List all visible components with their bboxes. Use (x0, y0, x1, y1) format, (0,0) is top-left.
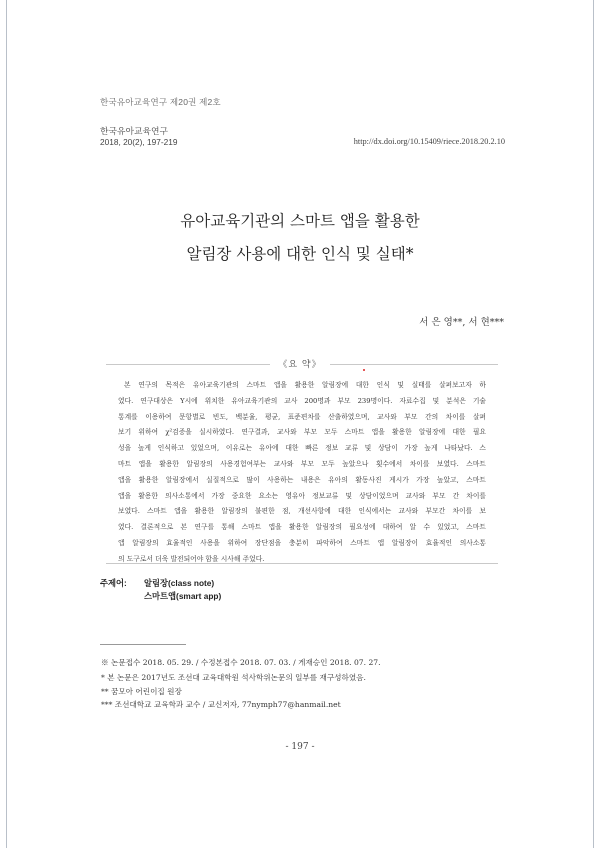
page-border-left (6, 0, 7, 848)
abstract-line: 였다. 결론적으로 본 연구를 통해 스마트 앱을 활용한 알림장의 필요성에 대하여 알 수 있었고, 스마트 (118, 523, 486, 532)
abstract-line: 였다. 연구대상은 Y시에 위치한 유아교육기관의 교사 200명과 부모 239명이다. 자료수집 및 분석은 기술 (118, 396, 486, 405)
abstract-heading (0, 357, 600, 370)
footnote-author-2: *** 조선대학교 교육학과 교수 / 교신저자, 77nymph77@hanmail.net (101, 700, 341, 709)
abstract-body (118, 378, 486, 568)
abstract-line: 앱을 활용한 알림장에서 실질적으로 많이 사용하는 내용은 유아의 활동사진 게시가 가장 높았고, 스마트 (118, 475, 486, 484)
doi-link[interactable]: http://dx.doi.org/10.15409/riece.2018.20.2.10 (353, 137, 505, 146)
abstract-line: 성을 높게 인식하고 있었으며, 이유로는 유아에 대한 빠른 정보 교류 및 상담이 가장 높게 나타났다. 스 (118, 444, 486, 453)
abstract-line: 의 도구로서 더욱 발전되어야 함을 시사해 주었다. (118, 554, 265, 563)
keyword-item: 스마트앱(smart app) (144, 591, 222, 601)
abstract-line: 앱을 활용한 의사소통에서 가장 중요한 요소는 영유아 정보교류 및 상담이었으며 교사와 부모 간 차이를 (118, 491, 486, 500)
footnote-source: * 본 논문은 2017년도 조선대 교육대학원 석사학위논문의 일부를 재구성하였음. (101, 673, 366, 682)
author-list: 서 은 영**, 서 현*** (419, 317, 504, 328)
abstract-bottom-rule (106, 563, 498, 564)
footnote-dates: ※ 논문접수 2018. 05. 29. / 수정본접수 2018. 07. 03. / 게재승인 2018. 07. 27. (101, 658, 381, 667)
abstract-heading-text: 《요 약》 (270, 360, 329, 370)
abstract-line: 본 연구의 목적은 유아교육기관의 스마트 앱을 활용한 알림장에 대한 인식 및 실태를 살펴보고자 하 (124, 381, 486, 389)
footnote-author-1: ** 꿈모아 어린이집 원장 (101, 687, 182, 696)
page-border-right (593, 0, 594, 848)
abstract-line: 통계를 이용하여 문항별로 빈도, 백분율, 평균, 표준편차를 산출하였으며, 교사와 부모 간의 차이를 살펴 (118, 412, 486, 421)
paper-title-line-1: 유아교육기관의 스마트 앱을 활용한 (180, 212, 420, 230)
abstract-line: 보였다. 스마트 앱을 활용한 알림장의 불편한 점, 개선사항에 대한 인식에서는 교사와 부모간 차이를 보 (118, 507, 486, 516)
keywords-label: 주제어: (100, 578, 127, 588)
paper-title-line-2: 알림장 사용에 대한 인식 및 실태* (186, 245, 414, 263)
keyword-item: 알림장(class note) (144, 578, 215, 588)
abstract-line: 마트 앱을 활용한 알림장의 사용경험여부는 교사와 부모 모두 높았으나 횟수에서 차이를 보였다. 스마트 (118, 459, 486, 468)
abstract-line: 보기 위하여 χ²검증을 실시하였다. 연구결과, 교사와 부모 모두 스마트 앱을 활용한 알림장에 대한 필요 (118, 428, 486, 437)
footnote-rule (100, 644, 186, 645)
abstract-mark (363, 369, 365, 371)
page-number: - 197 - (285, 742, 315, 752)
abstract-line: 앱 알림장의 효율적인 사용을 위하여 장단점을 충분히 파악하여 스마트 앱 알림장이 효율적인 의사소통 (118, 538, 486, 547)
journal-issue: 2018, 20(2), 197-219 (100, 137, 178, 147)
journal-name: 한국유아교육연구 (100, 126, 168, 136)
running-header: 한국유아교육연구 제20권 제2호 (100, 97, 221, 107)
